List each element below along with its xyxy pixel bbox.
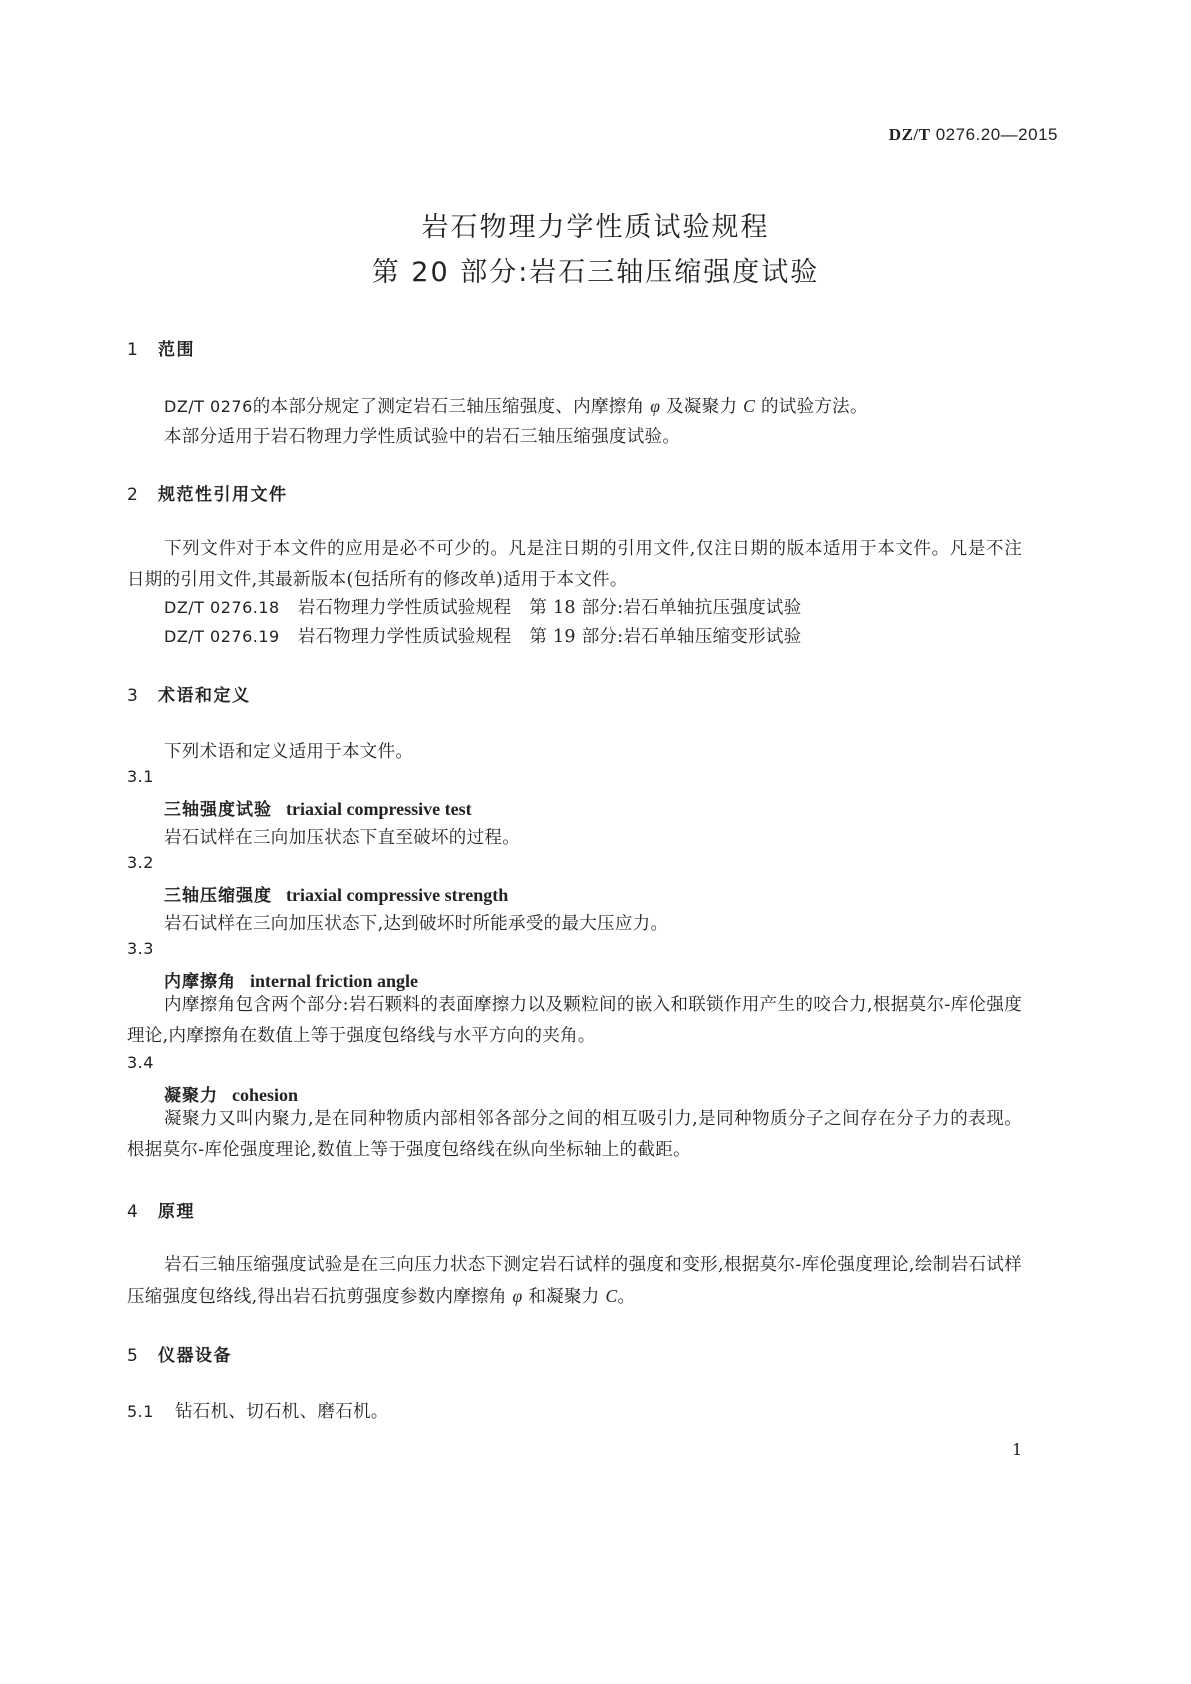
section-1-para-2: 本部分适用于岩石物理力学性质试验中的岩石三轴压缩强度试验。 [164, 427, 681, 447]
section-1-para-1: DZ/T 0276的本部分规定了测定岩石三轴压缩强度、内摩擦角 φ 及凝聚力 C 的试验方法。 [164, 396, 868, 417]
term-definition: 岩石试样在三向加压状态下,达到破坏时所能承受的最大压应力。 [164, 914, 669, 934]
page-number: 1 [1012, 1440, 1023, 1459]
section-1-heading: 1 范围 [127, 340, 195, 360]
doc-title-line2: 第 20 部分:岩石三轴压缩强度试验 [371, 257, 820, 288]
term-number: 3.4 [127, 1053, 154, 1072]
section-5-item-1: 5.1 钻石机、切石机、磨石机。 [127, 1402, 389, 1422]
section-5-heading: 5 仪器设备 [127, 1346, 232, 1366]
section-4-para-1: 岩石三轴压缩强度试验是在三向压力状态下测定岩石试样的强度和变形,根据莫尔-库伦强度理论,绘制岩石试样压缩强度包络线,得出岩石抗剪强度参数内摩擦角 φ 和凝聚力 C。 [127, 1255, 1022, 1307]
section-2-para-1: 下列文件对于本文件的应用是必不可少的。凡是注日期的引用文件,仅注日期的版本适用于本文件。凡是不注日期的引用文件,其最新版本(包括所有的修改单)适用于本文件。 [127, 539, 1022, 590]
section-2-heading: 2 规范性引用文件 [127, 485, 288, 505]
term-definition: 凝聚力又叫内聚力,是在同种物质内部相邻各部分之间的相互吸引力,是同种物质分子之间存在分子力的表现。根据莫尔-库伦强度理论,数值上等于强度包络线在纵向坐标轴上的截距。 [127, 1109, 1022, 1160]
term-number: 3.3 [127, 939, 154, 958]
term-title: 凝聚力 cohesion [164, 1085, 299, 1106]
section-3-heading: 3 术语和定义 [127, 686, 251, 706]
section-4-heading: 4 原理 [127, 1202, 195, 1222]
section-3-intro: 下列术语和定义适用于本文件。 [164, 742, 414, 762]
normative-ref-19: DZ/T 0276.19 岩石物理力学性质试验规程 第 19 部分:岩石单轴压缩变形试验 [164, 627, 802, 647]
term-definition: 内摩擦角包含两个部分:岩石颗料的表面摩擦力以及颗粒间的嵌入和联锁作用产生的咬合力,根据莫尔-库伦强度理论,内摩擦角在数值上等于强度包络线与水平方向的夹角。 [127, 995, 1022, 1046]
doc-title-line1: 岩石物理力学性质试验规程 [421, 212, 770, 243]
term-number: 3.1 [127, 767, 154, 786]
term-title: 内摩擦角 internal friction angle [164, 971, 418, 992]
standard-number: DZ/T 0276.20—2015 [888, 125, 1058, 144]
normative-ref-18: DZ/T 0276.18 岩石物理力学性质试验规程 第 18 部分:岩石单轴抗压强度试验 [164, 598, 802, 618]
term-title: 三轴强度试验 triaxial compressive test [164, 799, 472, 820]
term-number: 3.2 [127, 853, 154, 872]
term-definition: 岩石试样在三向加压状态下直至破坏的过程。 [164, 828, 520, 848]
term-title: 三轴压缩强度 triaxial compressive strength [164, 885, 509, 906]
